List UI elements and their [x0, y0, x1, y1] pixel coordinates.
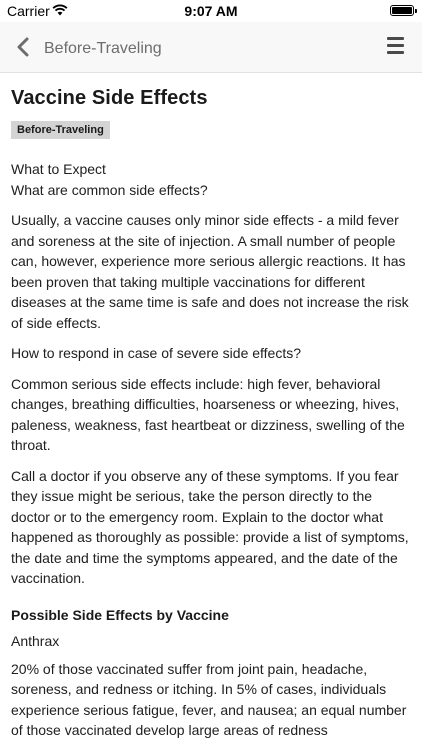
paragraph-common-effects: Usually, a vaccine causes only minor side effects - a mild fever and soreness at the site of injection. A small number of people can, however, experience more serious allergic reactions. It has been proven that taking multiple vaccinations for different diseases at the same time is safe and does not increase the risk of side effects.	[11, 212, 409, 331]
navigation-bar	[0, 22, 422, 73]
carrier-label: Carrier	[7, 3, 50, 19]
hamburger-menu-icon[interactable]	[387, 37, 404, 56]
article-title: Vaccine Side Effects	[11, 87, 208, 109]
status-bar	[0, 0, 422, 22]
status-time: 9:07 AM	[184, 3, 238, 19]
paragraph-serious-effects: Common serious side effects include: high fever, behavioral changes, breathing difficulties, hoarseness or wheezing, hives, paleness, weakness, fast heartbeat or dizziness, swelling of the throat.	[11, 375, 405, 453]
back-button-label[interactable]: Before-Traveling	[44, 40, 162, 57]
paragraph-call-doctor: Call a doctor if you observe any of these symptoms. If you fear they issue might be serious, take the person directly to the doctor or to the emergency room. Explain to the doctor what happened as thoroughly as possible: provide a list of symptoms, the date and time the symptoms appeared, and the date of the vaccination.	[11, 467, 409, 586]
intro-line: What to Expect	[11, 161, 106, 177]
paragraph-anthrax: 20% of those vaccinated suffer from joint pain, headache, soreness, and redness or itching. In 5% of cases, individuals experience serious fatigue, fever, and nausea; an equal number of those vaccinated develop large areas of redness	[11, 660, 407, 738]
battery-icon	[390, 5, 414, 16]
vaccine-name: Anthrax	[11, 632, 60, 649]
category-tag[interactable]: Before-Traveling	[11, 121, 110, 139]
paragraph-severe-question: How to respond in case of severe side effects?	[11, 345, 302, 361]
intro-question: What are common side effects?	[11, 181, 208, 198]
section-heading: Possible Side Effects by Vaccine	[11, 606, 229, 623]
article-content	[11, 74, 413, 741]
chevron-left-icon[interactable]	[14, 36, 34, 58]
